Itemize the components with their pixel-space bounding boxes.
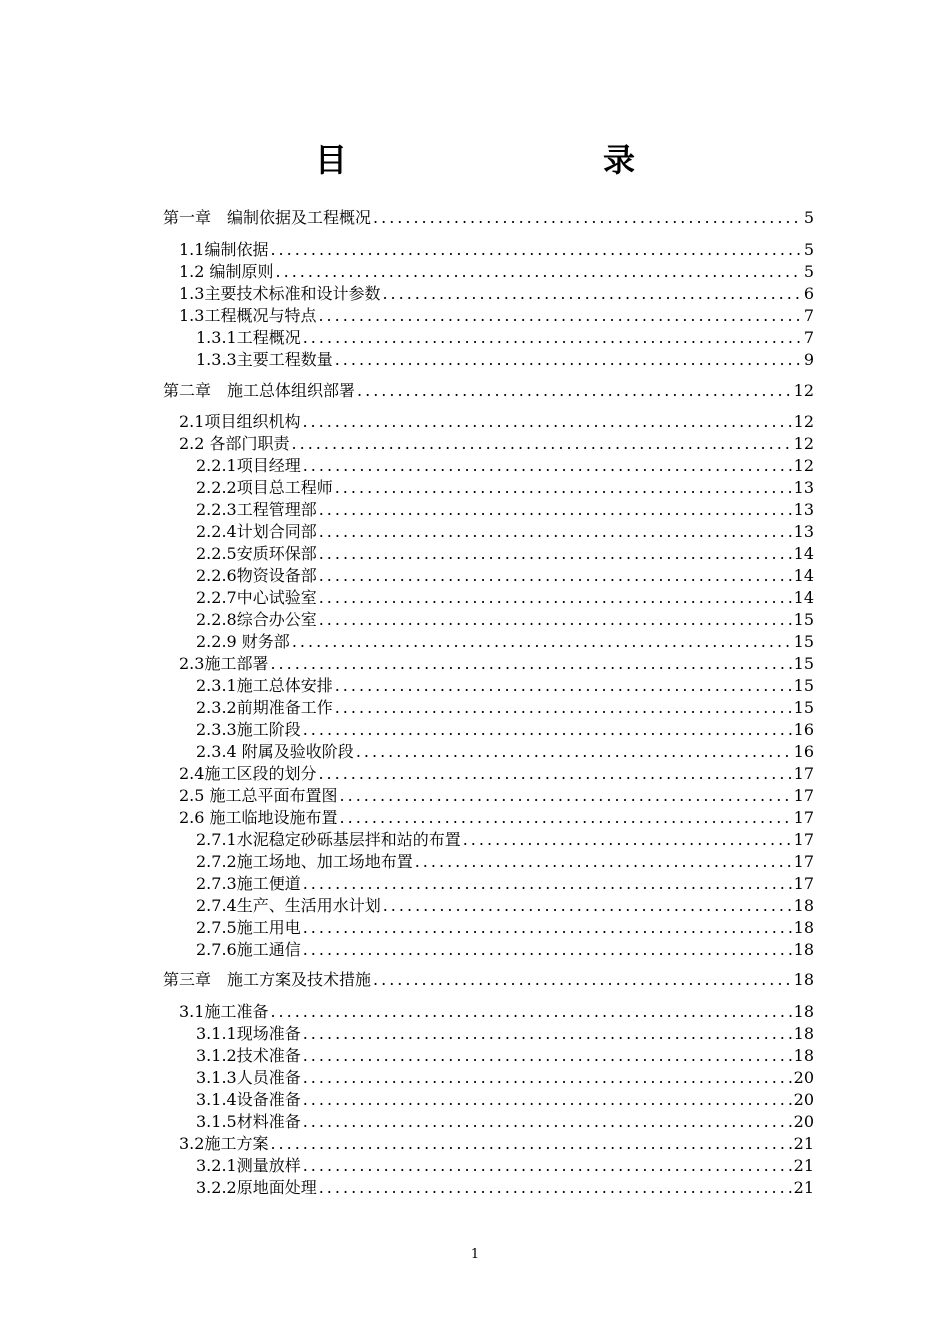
toc-entry-label: 1.3.1工程概况 [196,328,301,347]
toc-entry[interactable] [179,412,814,432]
toc-entry-label: 3.1.1现场准备 [196,1024,301,1043]
toc-leader-dots [303,1112,792,1132]
toc-entry-page: 12 [793,381,814,400]
toc-entry-label: 2.5 施工总平面布置图 [179,786,338,805]
toc-leader-dots [303,1156,792,1176]
toc-leader-dots [382,284,801,304]
toc-entry[interactable] [196,874,814,894]
toc-entry-page: 7 [803,328,814,347]
toc-entry[interactable] [163,381,814,401]
toc-leader-dots [335,698,792,718]
toc-leader-dots [340,808,792,828]
toc-entry[interactable] [196,830,814,850]
toc-entry[interactable] [179,808,814,828]
toc-entry-label: 第二章 施工总体组织部署 [163,381,356,400]
toc-entry[interactable] [196,852,814,872]
toc-entry-page: 15 [793,698,814,717]
toc-entry-page: 9 [803,350,814,369]
toc-leader-dots [335,350,802,370]
toc-leader-dots [270,1002,791,1022]
toc-entry-page: 18 [793,896,814,915]
toc-entry[interactable] [179,284,814,304]
toc-entry-page: 21 [793,1134,814,1153]
toc-leader-dots [303,918,792,938]
toc-entry[interactable] [196,456,814,476]
toc-entry-page: 21 [793,1156,814,1175]
toc-entry[interactable] [196,940,814,960]
toc-entry-label: 3.2.2原地面处理 [196,1178,317,1197]
toc-entry[interactable] [196,676,814,696]
toc-entry-label: 3.2施工方案 [179,1134,269,1153]
toc-entry-page: 14 [793,566,814,585]
toc-entry-page: 18 [793,940,814,959]
toc-leader-dots [335,478,792,498]
toc-leader-dots [303,1046,792,1066]
toc-entry-page: 20 [793,1090,814,1109]
toc-leader-dots [319,500,792,520]
toc-entry-page: 13 [793,500,814,519]
toc-leader-dots [357,381,792,401]
toc-entry-label: 2.2.7中心试验室 [196,588,317,607]
toc-entry-page: 5 [803,240,814,259]
toc-entry-label: 3.2.1测量放样 [196,1156,301,1175]
toc-leader-dots [319,610,792,630]
toc-entry-page: 17 [793,808,814,827]
toc-entry-label: 3.1.2技术准备 [196,1046,301,1065]
toc-entry-label: 2.7.5施工用电 [196,918,301,937]
toc-leader-dots [415,852,792,872]
toc-leader-dots [319,588,792,608]
toc-entry[interactable] [196,588,814,608]
toc-entry-label: 2.3.3施工阶段 [196,720,301,739]
toc-entry[interactable] [196,1024,814,1044]
toc-leader-dots [318,764,791,784]
toc-leader-dots [303,720,792,740]
toc-leader-dots [303,940,792,960]
toc-entry[interactable] [196,1046,814,1066]
toc-entry-page: 7 [803,306,814,325]
toc-entry-page: 6 [803,284,814,303]
toc-entry-page: 15 [793,632,814,651]
toc-leader-dots [340,786,792,806]
toc-leader-dots [319,544,792,564]
toc-entry-page: 5 [803,208,814,227]
toc-entry-page: 17 [793,786,814,805]
toc-entry-page: 18 [793,970,814,989]
toc-entry[interactable] [196,698,814,718]
toc-entry-page: 17 [793,852,814,871]
toc-entry-page: 18 [793,1046,814,1065]
toc-entry-label: 2.2.6物资设备部 [196,566,317,585]
toc-leader-dots [270,1134,791,1154]
toc-entry-page: 21 [793,1178,814,1197]
toc-entry-label: 1.3.3主要工程数量 [196,350,333,369]
toc-entry-page: 17 [793,764,814,783]
toc-entry-page: 17 [793,874,814,893]
toc-entry[interactable] [179,262,814,282]
toc-leader-dots [303,456,792,476]
toc-entry-label: 2.3.1施工总体安排 [196,676,333,695]
toc-entry-label: 3.1.5材料准备 [196,1112,301,1131]
toc-entry[interactable] [196,1178,814,1198]
toc-entry-label: 3.1施工准备 [179,1002,269,1021]
toc-entry[interactable] [196,742,814,762]
toc-entry-label: 2.2 各部门职责 [179,434,290,453]
toc-entry[interactable] [196,478,814,498]
toc-entry[interactable] [196,1112,814,1132]
toc-entry-label: 2.3施工部署 [179,654,269,673]
toc-leader-dots [303,874,792,894]
toc-entry-label: 3.1.3人员准备 [196,1068,301,1087]
toc-entry-label: 1.3主要技术标准和设计参数 [179,284,381,303]
toc-entry[interactable] [196,1156,814,1176]
toc-entry-label: 2.2.2项目总工程师 [196,478,333,497]
toc-leader-dots [276,262,802,282]
toc-entry[interactable] [196,896,814,916]
toc-entry-page: 14 [793,588,814,607]
toc-entry[interactable] [179,764,814,784]
toc-entry-page: 16 [793,720,814,739]
toc-leader-dots [270,654,791,674]
toc-entry-page: 15 [793,676,814,695]
toc-entry-page: 14 [793,544,814,563]
toc-leader-dots [303,1090,792,1110]
toc-entry[interactable] [179,654,814,674]
toc-entry-page: 15 [793,610,814,629]
toc-entry[interactable] [179,240,814,260]
toc-entry-label: 2.2.3工程管理部 [196,500,317,519]
toc-entry-label: 3.1.4设备准备 [196,1090,301,1109]
toc-entry-page: 18 [793,918,814,937]
toc-entry[interactable] [179,1134,814,1154]
toc-entry[interactable] [179,306,814,326]
toc-leader-dots [463,830,792,850]
toc-leader-dots [303,1068,792,1088]
toc-entry-page: 15 [793,654,814,673]
toc-entry-label: 2.7.3施工便道 [196,874,301,893]
toc-entry-page: 12 [793,456,814,475]
toc-entry-page: 18 [793,1002,814,1021]
toc-entry-page: 13 [793,478,814,497]
toc-entry[interactable] [179,1002,814,1022]
toc-leader-dots [373,970,792,990]
toc-entry-label: 2.7.4生产、生活用水计划 [196,896,381,915]
toc-leader-dots [292,434,792,454]
toc-entry-label: 1.2 编制原则 [179,262,274,281]
toc-entry[interactable] [196,632,814,652]
toc-entry-label: 2.2.9 财务部 [196,632,290,651]
toc-entry[interactable] [196,610,814,630]
toc-entry-page: 18 [793,1024,814,1043]
toc-leader-dots [292,632,792,652]
toc-entry[interactable] [196,544,814,564]
toc-entry[interactable] [179,786,814,806]
toc-entry-page: 20 [793,1112,814,1131]
toc-entry-label: 2.3.4 附属及验收阶段 [196,742,354,761]
toc-entry-label: 1.1编制依据 [179,240,269,259]
toc-leader-dots [319,522,792,542]
toc-entry-label: 2.2.1项目经理 [196,456,301,475]
toc-entry-page: 20 [793,1068,814,1087]
toc-leader-dots [335,676,792,696]
toc-entry-label: 2.2.4计划合同部 [196,522,317,541]
toc-entry-label: 2.2.8综合办公室 [196,610,317,629]
toc-leader-dots [373,208,802,228]
toc-entry-page: 13 [793,522,814,541]
toc-entry[interactable] [196,500,814,520]
toc-title: 目 录 [314,141,699,179]
page-number: 1 [470,1247,480,1262]
toc-entry[interactable] [163,970,814,990]
toc-entry-label: 第一章 编制依据及工程概况 [163,208,372,227]
toc-entry-label: 2.7.2施工场地、加工场地布置 [196,852,413,871]
toc-entry[interactable] [196,1068,814,1088]
toc-entry[interactable] [179,434,814,454]
toc-entry[interactable] [196,720,814,740]
toc-leader-dots [303,1024,792,1044]
toc-entry-label: 2.6 施工临地设施布置 [179,808,338,827]
toc-leader-dots [356,742,792,762]
toc-entry[interactable] [163,208,814,228]
toc-entry[interactable] [196,350,814,370]
toc-entry-label: 2.4施工区段的划分 [179,764,317,783]
toc-entry-page: 5 [803,262,814,281]
toc-leader-dots [303,328,802,348]
toc-entry[interactable] [196,1090,814,1110]
toc-entry-page: 12 [793,434,814,453]
toc-entry[interactable] [196,328,814,348]
toc-entry-label: 2.3.2前期准备工作 [196,698,333,717]
toc-entry-page: 17 [793,830,814,849]
toc-entry-label: 2.7.6施工通信 [196,940,301,959]
toc-leader-dots [319,1178,792,1198]
toc-entry[interactable] [196,566,814,586]
toc-entry-page: 16 [793,742,814,761]
toc-leader-dots [319,566,792,586]
toc-entry-label: 1.3工程概况与特点 [179,306,317,325]
toc-entry[interactable] [196,918,814,938]
toc-leader-dots [270,240,801,260]
toc-entry-label: 第三章 施工方案及技术措施 [163,970,372,989]
toc-entry[interactable] [196,522,814,542]
toc-entry-label: 2.7.1水泥稳定砂砾基层拌和站的布置 [196,830,461,849]
toc-leader-dots [302,412,791,432]
toc-entry-label: 2.1项目组织机构 [179,412,301,431]
toc-entry-page: 12 [793,412,814,431]
toc-leader-dots [383,896,792,916]
toc-entry-label: 2.2.5安质环保部 [196,544,317,563]
toc-leader-dots [318,306,801,326]
